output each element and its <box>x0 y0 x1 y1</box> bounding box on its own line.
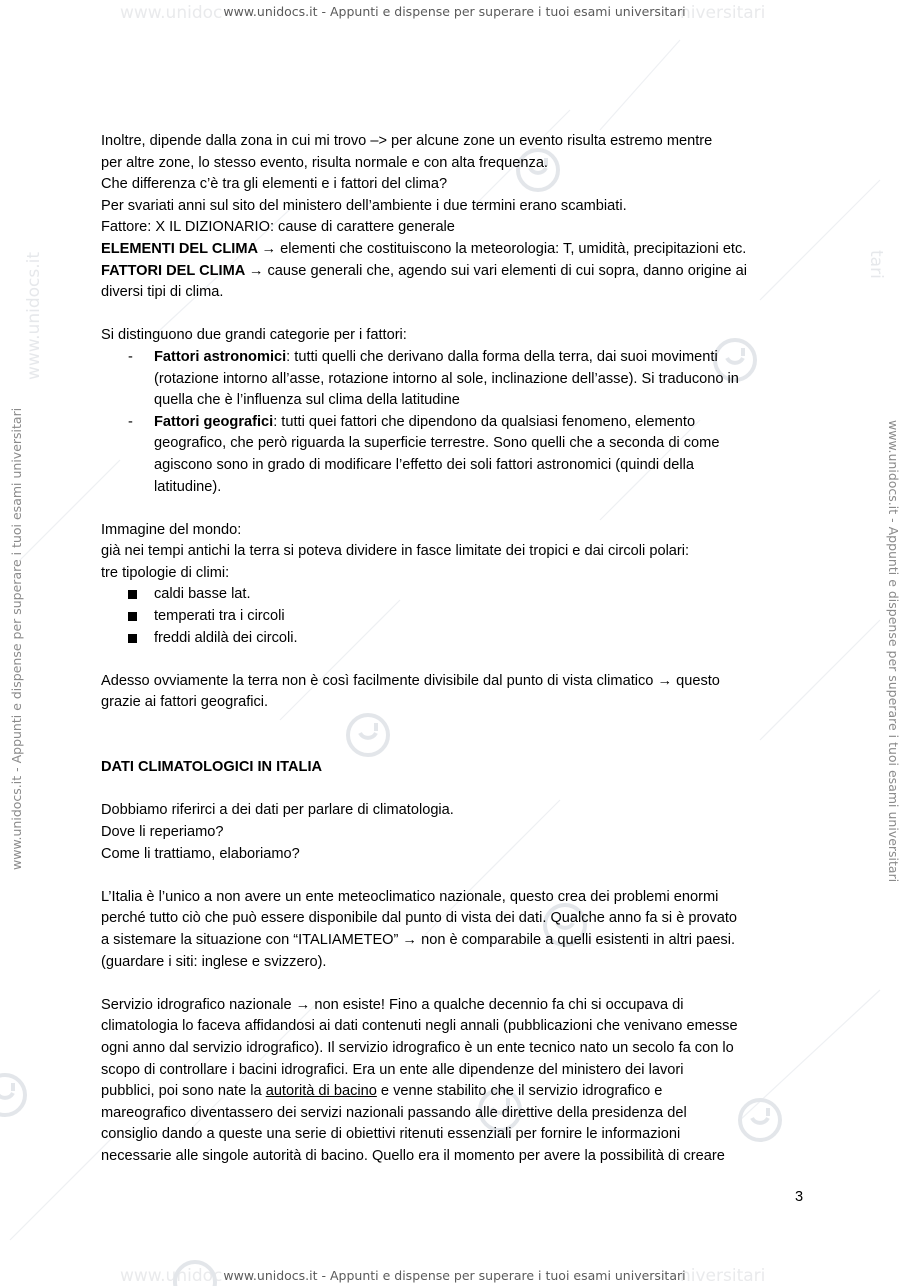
intro-line: Che differenza c’è tra gli elementi e i fattori del clima? <box>101 176 448 193</box>
adesso-line: grazie ai fattori geografici. <box>101 694 269 711</box>
intro-line: Fattore: X IL DIZIONARIO: cause di carattere generale <box>101 219 455 236</box>
dash-marker: - <box>128 413 133 430</box>
climate-types-list <box>101 584 811 649</box>
watermark-ghost-top-left: www.unidoc <box>120 3 223 23</box>
factor-text: : tutti quei fattori che dipendono da qualsiasi fenomeno, elemento <box>273 413 696 430</box>
dash-marker: - <box>128 348 133 365</box>
italia-line: (guardare i siti: inglese e svizzero). <box>101 953 327 970</box>
italia-line: a sistemare la situazione con “ITALIAMETEO” → non è comparabile a quelli esistenti in altri paesi. <box>101 931 736 948</box>
question-line: Dove li reperiamo? <box>101 824 224 840</box>
factor-text: agiscono sono in grado di modificare l’effetto dei soli fattori astronomici (quindi della <box>154 456 694 473</box>
factor-label: Fattori astronomici <box>154 348 287 365</box>
elementi-definition <box>101 239 811 261</box>
fattori-text: cause generali che, agendo sui vari elementi di cui sopra, danno origine ai <box>263 262 747 279</box>
adesso-line: Adesso ovviamente la terra non è così facilmente divisibile dal punto di vista climatico → questo <box>101 672 720 689</box>
watermark-ghost-right: tari <box>866 250 886 279</box>
servizio-line: Servizio idrografico nazionale → non esiste! Fino a qualche decennio fa chi si occupava di <box>101 996 684 1013</box>
square-bullet-icon <box>128 634 137 643</box>
factor-text: (rotazione intorno all’asse, rotazione intorno al sole, inclinazione dell’asse). Si traducono in <box>154 370 739 387</box>
world-line: Immagine del mondo: <box>101 521 242 538</box>
factor-text: geografico, che però riguarda la superficie terrestre. Sono quelli che a seconda di come <box>154 435 720 452</box>
question-line: Come li trattiamo, elaboriamo? <box>101 845 300 862</box>
section-heading: DATI CLIMATOLOGICI IN ITALIA <box>101 759 323 776</box>
list-item <box>101 412 811 498</box>
servizio-text: pubblici, poi sono nate la <box>101 1083 266 1100</box>
climate-type-text: freddi aldilà dei circoli. <box>154 629 298 646</box>
fattori-definition-cont: diversi tipi di clima. <box>101 284 224 301</box>
intro-line: Per svariati anni sul sito del ministero dell’ambiente i due termini erano scambiati. <box>101 197 627 214</box>
climate-type-text: temperati tra i circoli <box>154 608 285 625</box>
servizio-line: consiglio dando a queste una serie di obiettivi ritenuti essenziali per fornire le informazioni <box>101 1126 681 1143</box>
list-item <box>101 628 811 650</box>
servizio-line: ogni anno dal servizio idrografico). Il servizio idrografico è un ente tecnico nato un secolo fa con lo <box>101 1039 734 1056</box>
servizio-text: e venne stabilito che il servizio idrografico e <box>376 1083 663 1100</box>
document-body <box>101 131 811 1168</box>
servizio-line: climatologia lo faceva affidandosi ai dati contenuti negli annali (pubblicazioni che venivano emesse <box>101 1018 738 1035</box>
servizio-line: mareografico diventassero dei servizi nazionali passando alle direttive della presidenza del <box>101 1104 687 1121</box>
factor-text: quella che è l’influenza sul clima della latitudine <box>154 392 460 409</box>
list-item <box>101 347 811 412</box>
factor-text: : tutti quelli che derivano dalla forma della terra, dai suoi movimenti <box>286 348 718 365</box>
servizio-line: necessarie alle singole autorità di bacino. Quello era il momento per avere la possibilità di creare <box>101 1147 725 1164</box>
climate-type-text: caldi basse lat. <box>154 586 251 603</box>
logo-watermark-icon <box>0 1075 25 1115</box>
servizio-line <box>101 1081 811 1103</box>
intro-line: Inoltre, dipende dalla zona in cui mi trovo –> per alcune zone un evento risulta estremo mentre <box>101 133 713 149</box>
watermark-bottom-text: www.unidocs.it - Appunti e dispense per superare i tuoi esami universitari <box>223 1268 686 1283</box>
list-item <box>101 606 811 628</box>
square-bullet-icon <box>128 612 137 621</box>
square-bullet-icon <box>128 590 137 599</box>
autorita-di-bacino-link: autorità di bacino <box>265 1083 377 1100</box>
world-line: già nei tempi antichi la terra si poteva dividere in fasce limitate dei tropici e dai circoli polari: <box>101 543 690 560</box>
watermark-ghost-left: www.unidocs.it <box>24 251 44 380</box>
page-number: 3 <box>795 1189 804 1205</box>
watermark-top-text: www.unidocs.it - Appunti e dispense per superare i tuoi esami universitari <box>223 4 686 19</box>
categories-intro: Si distinguono due grandi categorie per i fattori: <box>101 327 407 344</box>
question-line: Dobbiamo riferirci a dei dati per parlare di climatologia. <box>101 802 454 819</box>
watermark-side-right-text: www.unidocs.it - Appunti e dispense per superare i tuoi esami universitari <box>886 420 901 883</box>
watermark-ghost-bottom-right: niversitari <box>680 1266 766 1286</box>
servizio-line: scopo di controllare i bacini idrografici. Era un ente alle dipendenze del ministero dei lavori <box>101 1061 684 1078</box>
elementi-text: elementi che costituiscono la meteorologia: T, umidità, precipitazioni etc. <box>276 240 747 257</box>
list-item <box>101 584 811 606</box>
factor-label: Fattori geografici <box>154 413 274 430</box>
watermark-ghost-top-right: niversitari <box>680 3 766 23</box>
intro-line: per altre zone, lo stesso evento, risulta normale e con alta frequenza. <box>101 154 548 171</box>
elementi-label: ELEMENTI DEL CLIMA → <box>101 240 277 257</box>
factors-list <box>101 347 811 498</box>
factor-text: latitudine). <box>154 478 222 495</box>
italia-line: L’Italia è l’unico a non avere un ente meteoclimatico nazionale, questo crea dei problemi enormi <box>101 888 719 905</box>
watermark-ghost-bottom-left: www.unidoc <box>120 1266 223 1286</box>
world-line: tre tipologie di climi: <box>101 564 230 581</box>
logo-watermark-icon <box>175 1262 215 1286</box>
watermark-side-left-text: www.unidocs.it - Appunti e dispense per superare i tuoi esami universitari <box>9 407 24 870</box>
fattori-label: FATTORI DEL CLIMA → <box>101 262 264 279</box>
fattori-definition <box>101 261 811 283</box>
italia-line: perché tutto ciò che può essere disponibile dal punto di vista dei dati. Qualche anno fa si è provato <box>101 910 738 927</box>
